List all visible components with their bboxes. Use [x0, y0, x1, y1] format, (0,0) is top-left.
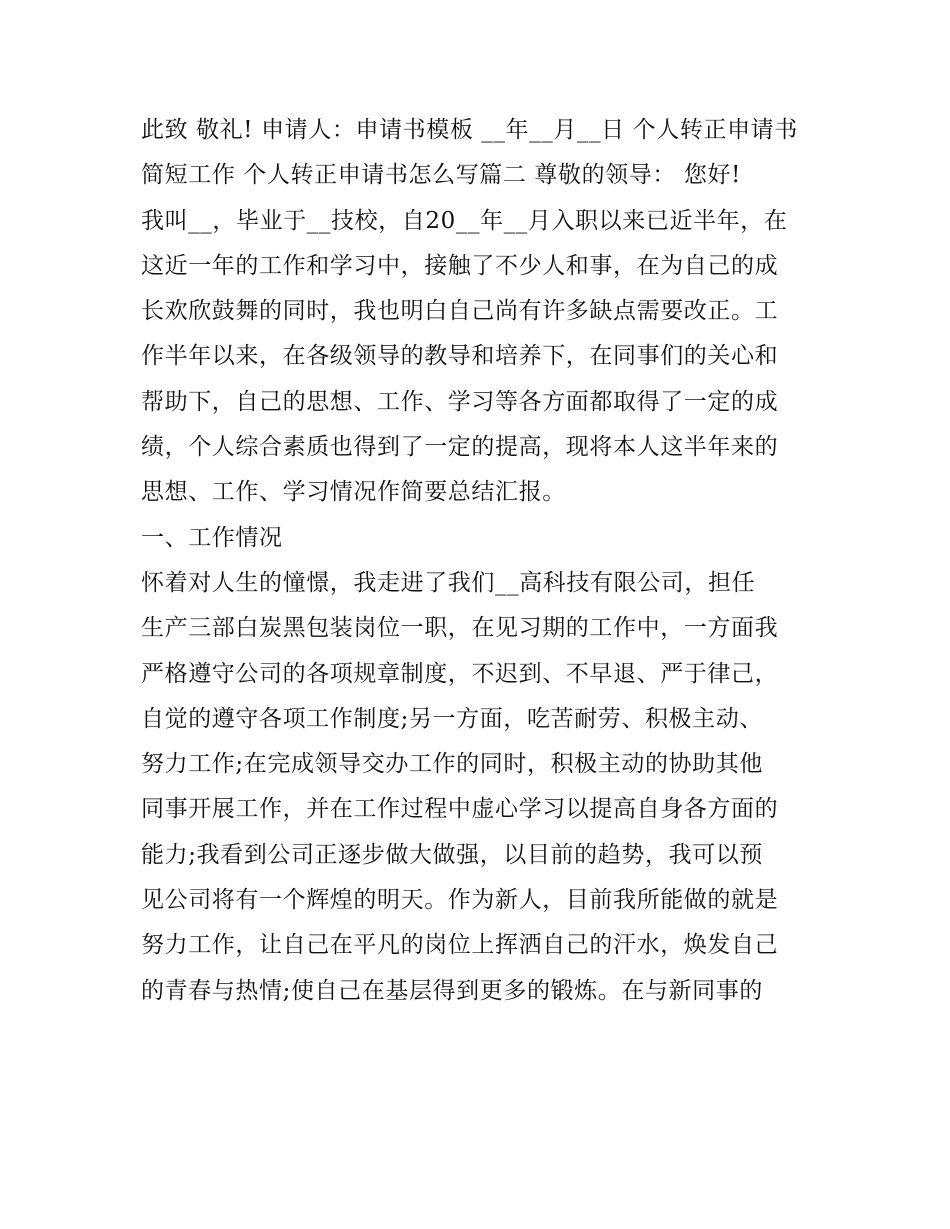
text-line: 我叫__，毕业于__技校，自20__年__月入职以来已近半年，在 [141, 207, 788, 234]
text-line: 自觉的遵守各项工作制度;另一方面，吃苦耐劳、积极主动、 [141, 705, 763, 732]
text-line: 帮助下，自己的思想、工作、学习等各方面都取得了一定的成 [141, 388, 779, 415]
text-line: 见公司将有一个辉煌的明天。作为新人，目前我所能做的就是 [141, 887, 779, 914]
document-body [141, 108, 821, 1014]
text-line: 绩，个人综合素质也得到了一定的提高，现将本人这半年来的 [141, 434, 779, 461]
text-line: 同事开展工作，并在工作过程中虚心学习以提高自身各方面的 [141, 796, 779, 823]
text-line: 思想、工作、学习情况作简要总结汇报。 [141, 479, 566, 506]
text-line: 能力;我看到公司正逐步做大做强，以目前的趋势，我可以预 [141, 841, 763, 868]
text-line: 简短工作 个人转正申请书怎么写篇二 尊敬的领导： 您好! [141, 162, 741, 189]
text-line: 长欢欣鼓舞的同时，我也明白自己尚有许多缺点需要改正。工 [141, 298, 779, 325]
text-line: 此致 敬礼! 申请人：申请书模板 __年__月__日 个人转正申请书 [141, 117, 798, 143]
text-line: 的青春与热情;使自己在基层得到更多的锻炼。在与新同事的 [141, 977, 763, 1004]
text-line: 严格遵守公司的各项规章制度，不迟到、不早退、严于律己， [141, 660, 779, 687]
text-line: 作半年以来，在各级领导的教导和培养下，在同事们的关心和 [141, 343, 779, 370]
text-line: 努力工作;在完成领导交办工作的同时，积极主动的协助其他 [141, 751, 763, 778]
text-line: 生产三部白炭黑包装岗位一职，在见习期的工作中，一方面我 [141, 615, 779, 642]
text-line: 怀着对人生的憧憬，我走进了我们__高科技有限公司，担任 [141, 569, 756, 596]
section-heading: 一、工作情况 [141, 524, 283, 551]
text-line: 努力工作，让自己在平凡的岗位上挥洒自己的汗水，焕发自己 [141, 932, 779, 959]
text-line: 这近一年的工作和学习中，接触了不少人和事，在为自己的成 [141, 252, 779, 279]
